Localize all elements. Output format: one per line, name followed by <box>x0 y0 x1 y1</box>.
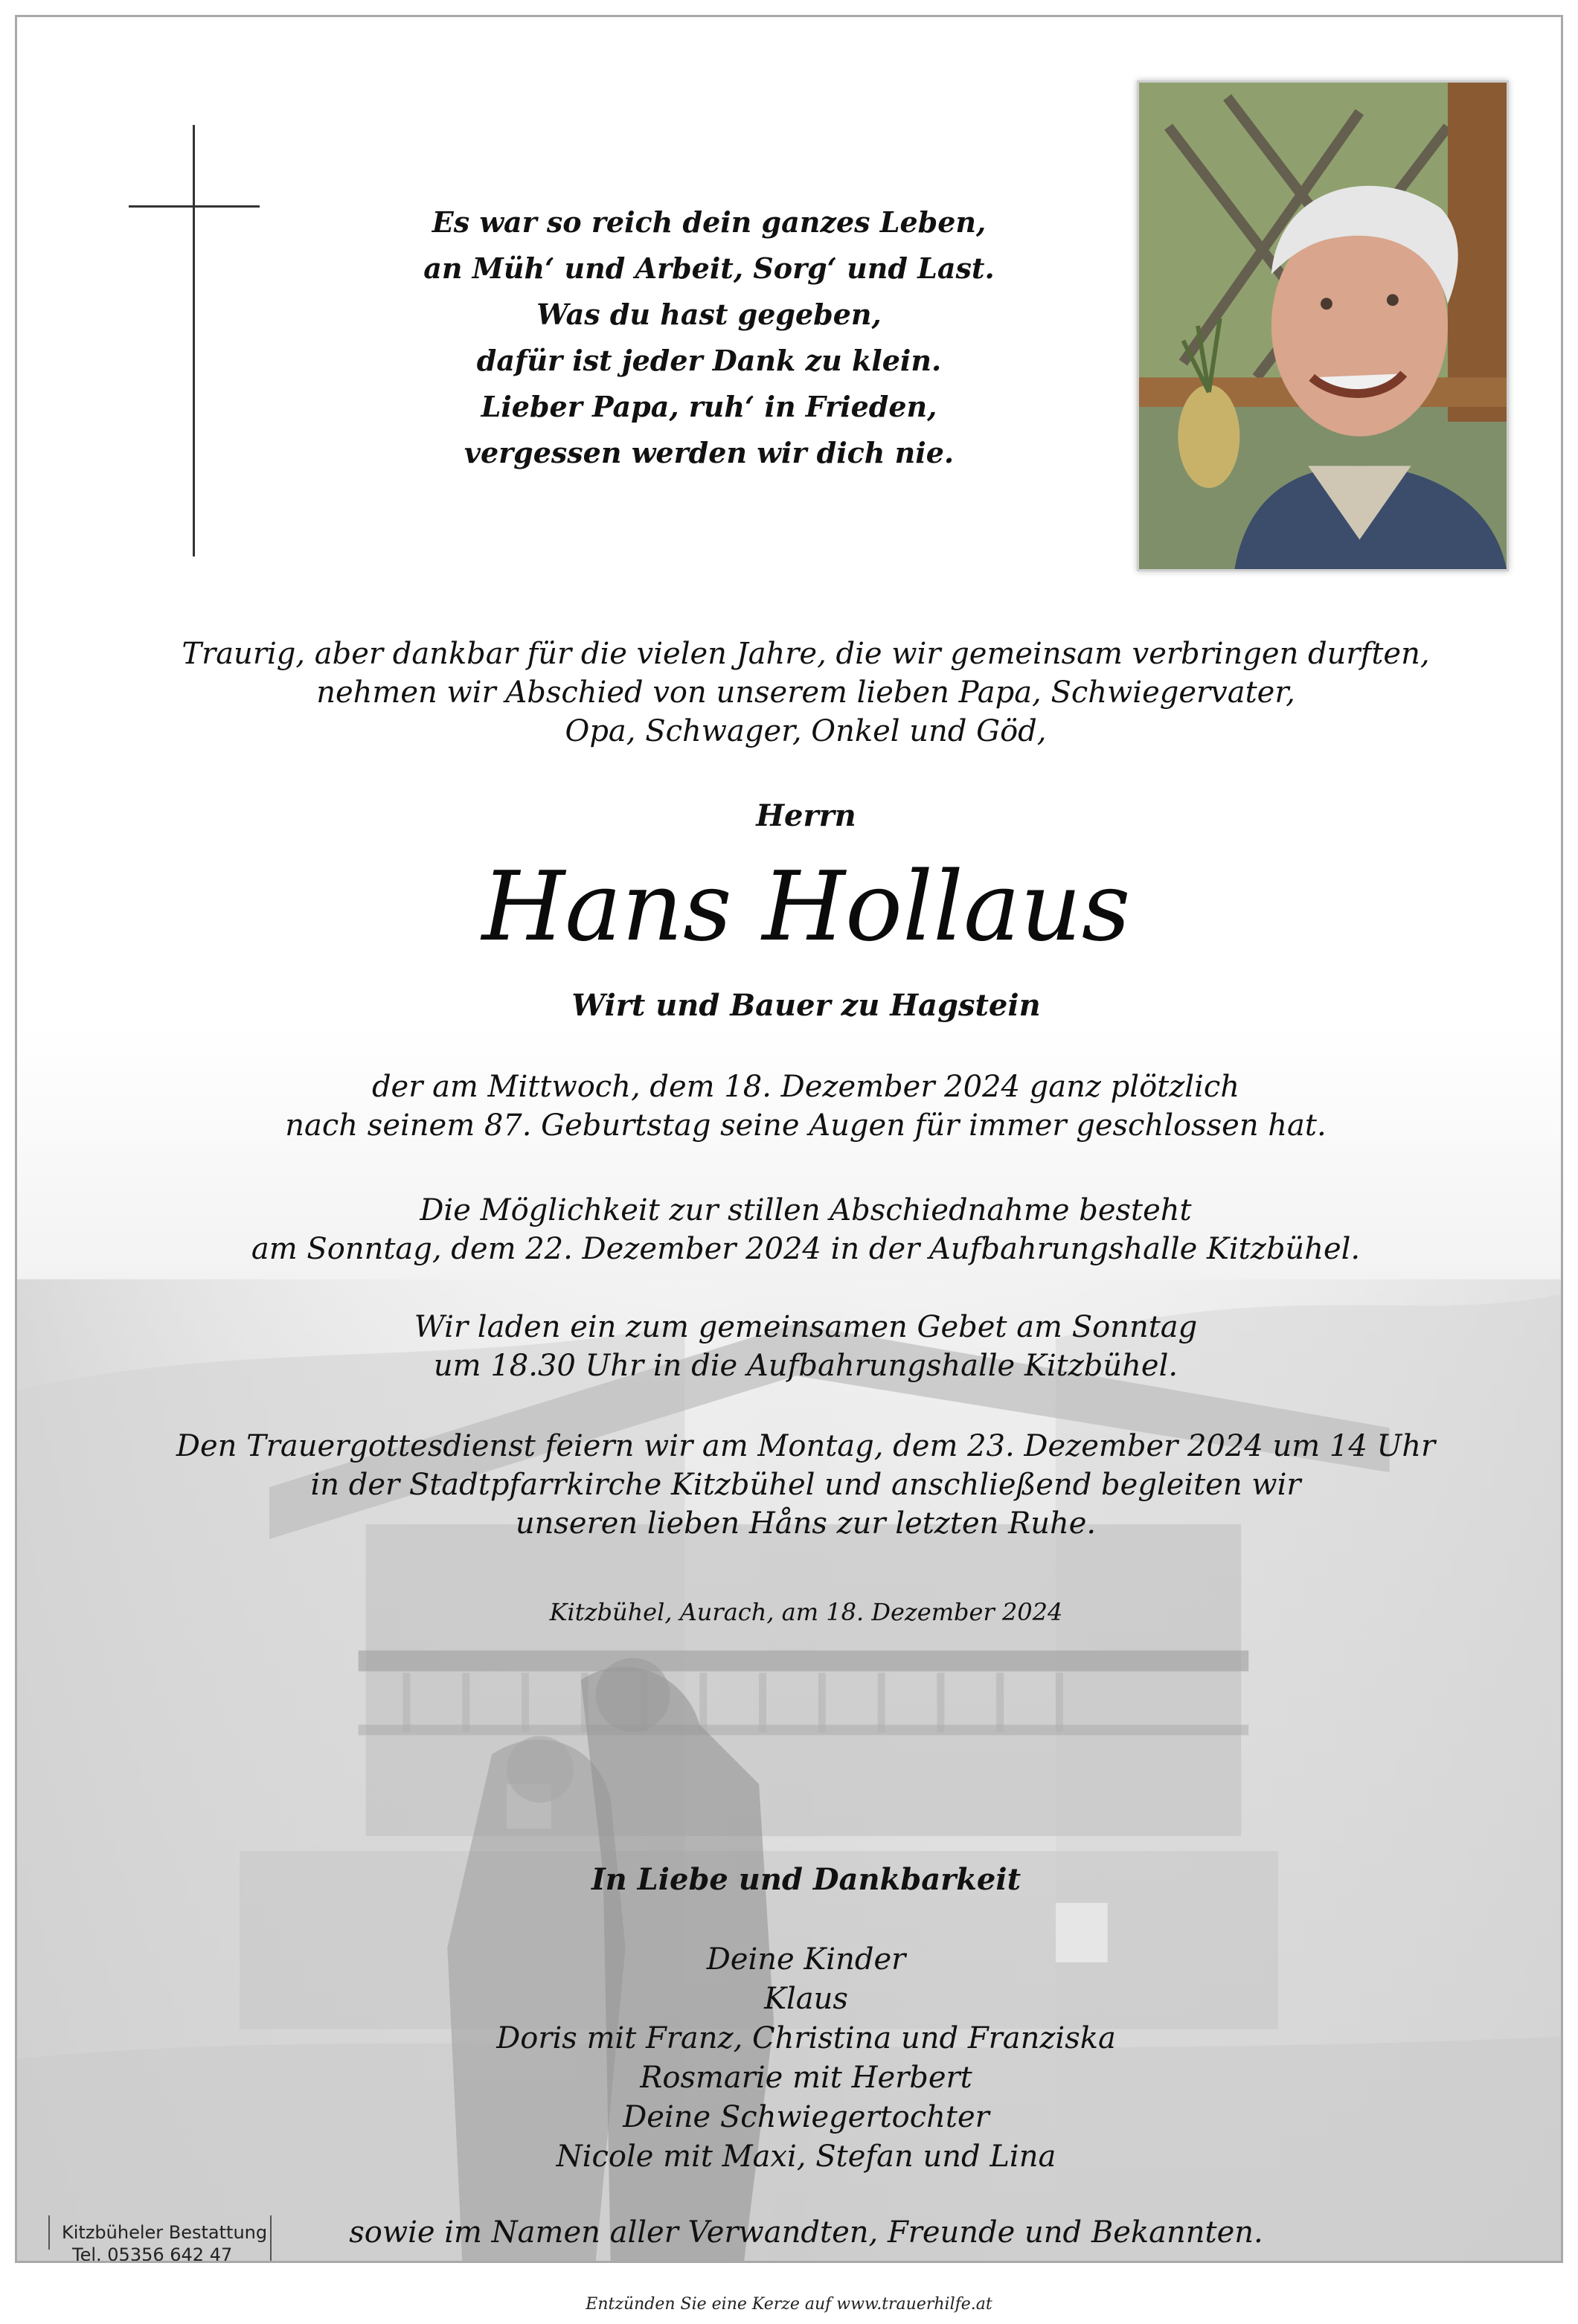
occupation: Wirt und Bauer zu Hagstein <box>571 988 1041 1023</box>
prayer-notice <box>106 1308 1505 1385</box>
viewing-line: Die Möglichkeit zur stillen Abschiednahme besteht <box>420 1193 1192 1227</box>
closing-line: sowie im Namen aller Verwandten, Freunde und Bekannten. <box>349 2215 1263 2250</box>
poem-line: dafür ist jeder Dank zu klein. <box>476 344 942 377</box>
funeral-line: unseren lieben Håns zur letzten Ruhe. <box>515 1506 1097 1541</box>
mourner-line: Klaus <box>764 1982 848 2016</box>
poem-line: Es war so reich dein ganzes Leben, <box>432 205 987 239</box>
viewing-line: am Sonntag, dem 22. Dezember 2024 in der Aufbahrungshalle Kitzbühel. <box>251 1232 1361 1266</box>
poem <box>330 199 1088 476</box>
poem-line: an Müh‘ und Arbeit, Sorg‘ und Last. <box>423 251 995 285</box>
obituary-card <box>15 15 1563 2263</box>
funeral-line: Den Trauergottesdienst feiern wir am Montag, dem 23. Dezember 2024 um 14 Uhr <box>176 1429 1436 1463</box>
death-notice <box>106 1068 1505 1145</box>
death-line: der am Mittwoch, dem 18. Dezember 2024 ganz plötzlich <box>371 1070 1240 1104</box>
poem-line: Lieber Papa, ruh‘ in Frieden, <box>481 390 937 423</box>
portrait-photo <box>1137 80 1509 571</box>
intro-line: Opa, Schwager, Onkel und Göd, <box>565 714 1047 748</box>
funeral-home-phone: Tel. 05356 642 47 <box>72 2244 233 2263</box>
prayer-line: Wir laden ein zum gemeinsamen Gebet am Sonntag <box>414 1310 1198 1344</box>
deceased-name: Hans Hollaus <box>481 852 1131 963</box>
funeral-home-logo <box>48 2215 272 2263</box>
prayer-line: um 18.30 Uhr in die Aufbahrungshalle Kitzbühel. <box>433 1349 1178 1383</box>
place-and-date: Kitzbühel, Aurach, am 18. Dezember 2024 <box>549 1598 1063 1626</box>
mourner-line: Nicole mit Maxi, Stefan und Lina <box>556 2140 1056 2174</box>
latin-cross-icon <box>129 125 260 556</box>
death-line: nach seinem 87. Geburtstag seine Augen für immer geschlossen hat. <box>285 1108 1327 1143</box>
funeral-line: in der Stadtpfarrkirche Kitzbühel und anschließend begleiten wir <box>310 1468 1301 1502</box>
poem-line: vergessen werden wir dich nie. <box>464 436 955 469</box>
footer-link-text[interactable]: Entzünden Sie eine Kerze auf www.trauerhilfe.at <box>586 2295 992 2314</box>
salutation: Herrn <box>756 798 856 833</box>
intro-line: nehmen wir Abschied von unserem lieben Papa, Schwiegervater, <box>316 675 1295 710</box>
mourner-line: Deine Schwiegertochter <box>623 2100 990 2134</box>
viewing-notice <box>106 1191 1505 1268</box>
mourner-line: Deine Kinder <box>706 1942 906 1977</box>
mourner-line: Doris mit Franz, Christina und Franziska <box>496 2021 1116 2055</box>
poem-line: Was du hast gegeben, <box>536 298 882 331</box>
funeral-home-name: Kitzbüheler Bestattung <box>62 2222 268 2243</box>
mourners-list <box>17 1940 1563 2177</box>
intro-line: Traurig, aber dankbar für die vielen Jahre, die wir gemeinsam verbringen durften, <box>182 637 1430 671</box>
mourner-line: Rosmarie mit Herbert <box>640 2061 972 2095</box>
thanks-heading: In Liebe und Dankbarkeit <box>591 1862 1021 1897</box>
intro-text <box>106 635 1505 751</box>
funeral-notice <box>106 1427 1505 1543</box>
